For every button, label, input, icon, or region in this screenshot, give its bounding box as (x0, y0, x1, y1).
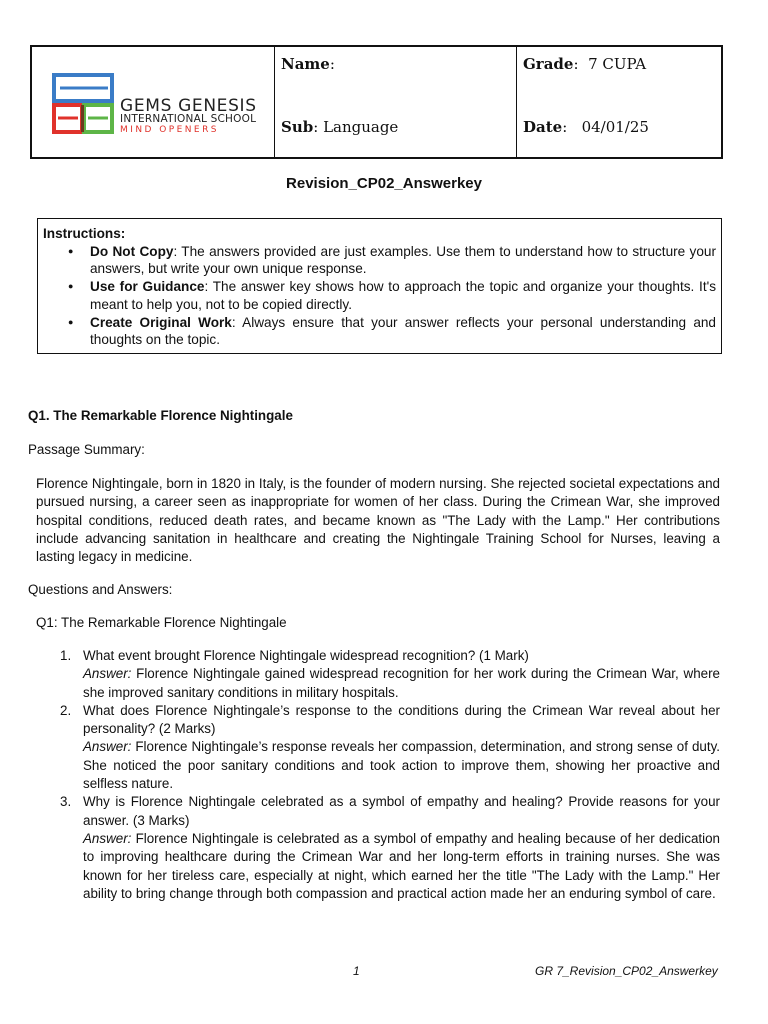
page-number: 1 (353, 964, 360, 978)
answer-label: Answer: (83, 830, 132, 846)
answer-label: Answer: (83, 666, 132, 682)
instruction-title: Do Not Copy (90, 243, 174, 259)
date-field: Date: 04/01/25 (523, 118, 649, 136)
grade-value: 7 CUPA (588, 55, 647, 73)
instruction-text: : Always ensure that your answer reflects your personal understanding and thoughts on the topic. (90, 314, 716, 348)
svg-text:MIND OPENERS: MIND OPENERS (120, 125, 218, 135)
svg-text:INTERNATIONAL SCHOOL: INTERNATIONAL SCHOOL (120, 113, 256, 125)
summary-label: Passage Summary: (28, 442, 145, 457)
date-label: Date (523, 118, 563, 136)
subject-field: Sub: Language (281, 118, 399, 136)
instructions-list (43, 243, 716, 349)
svg-text:GEMS GENESIS: GEMS GENESIS (120, 96, 256, 116)
qa-label: Questions and Answers: (28, 582, 173, 597)
subject-label: Sub (281, 118, 314, 136)
subject-value: Language (323, 118, 399, 136)
date-value: 04/01/25 (581, 118, 649, 136)
instructions-box (37, 218, 722, 354)
instructions-heading: Instructions: (43, 226, 126, 241)
question-text: Why is Florence Nightingale celebrated as a symbol of empathy and healing? Provide reasons for your answer. (3 Marks) (83, 794, 720, 828)
passage-summary: Florence Nightingale, born in 1820 in Italy, is the founder of modern nursing. She rejected societal expectations and pursued nursing, a career seen as inappropriate for women of her class. During the Crimean War, she improved hospital conditions, reduced death rates, and became known as "The Lady with the Lamp." Her contributions include advancing sanitation in healthcare and creating the Nightingale Training School for Nurses, leaving a lasting legacy in medicine. (36, 476, 720, 565)
question-number: 3. (60, 794, 72, 810)
instruction-title: Create Original Work (90, 314, 232, 330)
instruction-item (90, 278, 716, 313)
instruction-text: : The answers provided are just examples. Use them to understand how to structure your answers, but write your own unique response. (90, 243, 717, 277)
answer-text: Florence Nightingale’s response reveals her compassion, determination, and strong sense of duty. She noticed the poor sanitary conditions and took action to improve them, showing her proactive and selfless nature. (83, 739, 720, 792)
name-label: Name (281, 55, 330, 73)
question-item (28, 793, 720, 903)
grade-label: Grade (523, 55, 574, 73)
header-table (30, 45, 723, 159)
answer-text: Florence Nightingale gained widespread recognition for her work during the Crimean War, where she improved sanitary conditions in military hospitals. (83, 666, 720, 700)
footer-doc-name: GR 7_Revision_CP02_Answerkey (535, 964, 718, 978)
grade-field: Grade: 7 CUPA (523, 55, 647, 73)
question-text: What event brought Florence Nightingale widespread recognition? (1 Mark) (83, 648, 529, 663)
logo-cell (32, 47, 275, 157)
answer-text: Florence Nightingale is celebrated as a symbol of empathy and healing because of her dedication to improving healthcare during the Crimean War and her long-term efforts in training nurses. She was known for her tireless care, especially at night, which earned her the title "The Lady with the Lamp." Her ability to bring change through both compassion and practical action made her an enduring symbol of care. (83, 830, 720, 901)
question-number: 2. (60, 702, 72, 718)
document-title: Revision_CP02_Answerkey (286, 175, 482, 192)
question-text: What does Florence Nightingale’s response to the conditions during the Crimean War reveal about her personality? (2 Marks) (83, 702, 720, 737)
question-item (28, 702, 720, 793)
question-number: 1. (60, 648, 72, 663)
instruction-item (90, 314, 716, 349)
q1-heading: Q1. The Remarkable Florence Nightingale (28, 408, 293, 423)
instruction-text: : The answer key shows how to approach the topic and organize your thoughts. It's meant to help you, not to be copied directly. (90, 279, 716, 312)
instruction-item (90, 243, 716, 278)
q1-subheading: Q1: The Remarkable Florence Nightingale (36, 615, 287, 630)
name-field: Name: (281, 55, 335, 73)
questions-list (28, 647, 720, 903)
instruction-title: Use for Guidance (90, 279, 205, 295)
name-subject-cell (275, 47, 517, 157)
question-item (28, 647, 720, 702)
grade-date-cell (517, 47, 721, 157)
school-logo (52, 73, 262, 138)
answer-label: Answer: (83, 739, 132, 755)
